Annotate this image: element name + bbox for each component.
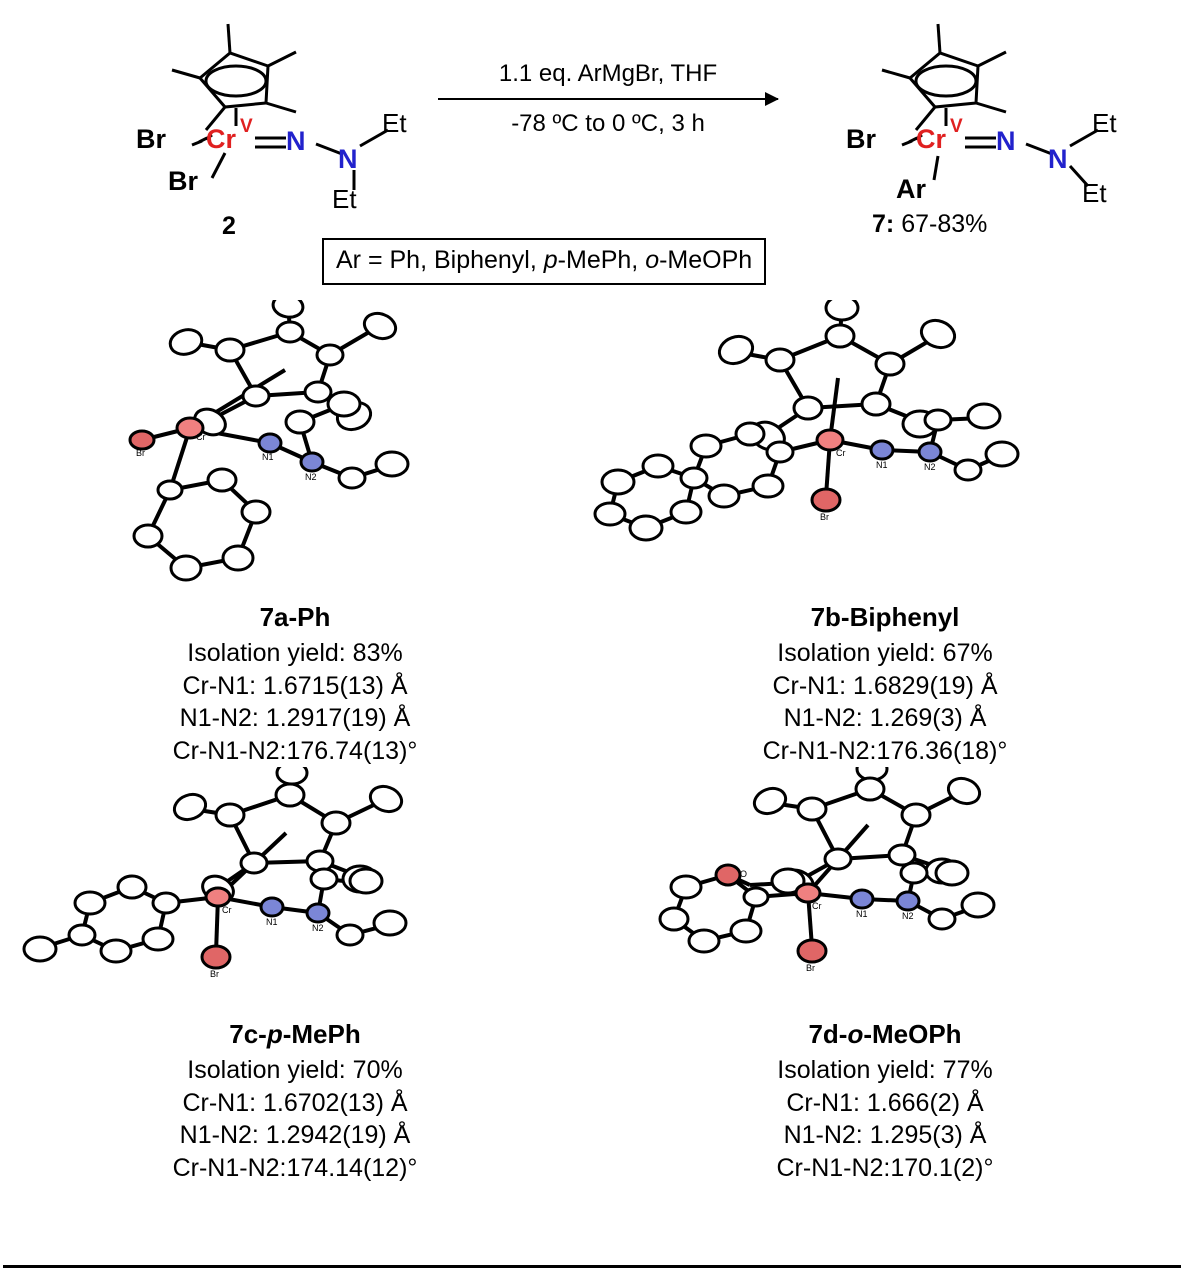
crystal-structure-panels <box>0 300 1181 1184</box>
panel-7c-n1n2: N1-N2: 1.2942(19) Å <box>179 1121 411 1149</box>
atom-label-n2-7d: N2 <box>902 911 914 921</box>
panel-7c-angle: Cr-N1-N2:174.14(12)° <box>172 1153 418 1182</box>
panel-title-7c-suffix: -MePh <box>282 1019 361 1049</box>
atom-label-cr-7c: Cr <box>222 905 232 915</box>
atom-label-br-7a: Br <box>136 448 145 458</box>
panel-7a-crn1: Cr-N1: 1.6715(13) Å <box>182 671 408 700</box>
atom-label-n2-7b: N2 <box>924 462 936 472</box>
panel-row-top <box>0 300 1181 767</box>
aryl-italic-p: p <box>543 246 558 274</box>
panel-row-bottom <box>0 767 1181 1184</box>
atom-label-n1-7c: N1 <box>266 917 278 927</box>
structure-reactant <box>120 8 420 228</box>
panel-title-7c <box>0 1019 590 1050</box>
panel-title-7a <box>0 602 590 633</box>
ortep-diagram-7b <box>590 300 1180 600</box>
structure-reactant-drawing <box>120 8 420 228</box>
panel-7c-yield: Isolation yield: 70% <box>187 1056 403 1084</box>
panel-title-7d-suffix: -MeOPh <box>863 1019 962 1049</box>
panel-title-7c-italic: p <box>266 1019 283 1049</box>
bromide-label-reactant-2: Br <box>168 166 199 196</box>
aryl-definition-suffix: -MeOPh <box>659 246 753 274</box>
panel-7c-crn1: Cr-N1: 1.6702(13) Å <box>182 1088 408 1117</box>
metal-oxidation-reactant: V <box>240 116 253 137</box>
panel-7c <box>0 767 590 1184</box>
nitrogen-2-label-reactant: N <box>338 144 358 174</box>
nitrogen-2-label-product: N <box>1048 144 1068 174</box>
atom-label-n1-7d: N1 <box>856 909 868 919</box>
atom-label-cr-7b: Cr <box>836 448 846 458</box>
reaction-arrow-block <box>432 60 784 138</box>
panel-title-7c-prefix: 7c- <box>229 1019 267 1049</box>
panel-7d-yield: Isolation yield: 77% <box>777 1056 993 1084</box>
structure-product <box>830 8 1130 228</box>
panel-7d-crn1: Cr-N1: 1.666(2) Å <box>786 1088 984 1117</box>
panel-title-7b <box>590 602 1180 633</box>
atom-label-o-7d: O <box>740 869 748 879</box>
panel-data-7a <box>0 637 590 767</box>
bromide-label-product: Br <box>846 124 877 154</box>
panel-7b-crn1: Cr-N1: 1.6829(19) Å <box>772 671 998 700</box>
panel-title-7a-prefix: 7a- <box>259 602 298 632</box>
left-edge-margin <box>0 0 3 1268</box>
ethyl-label-product-bottom: Et <box>1082 178 1107 208</box>
ethyl-label-product-top: Et <box>1092 108 1117 138</box>
panel-title-7d-prefix: 7d- <box>808 1019 848 1049</box>
reaction-conditions-top: 1.1 eq. ArMgBr, THF <box>498 60 718 87</box>
aryl-label-product: Ar <box>896 174 927 204</box>
panel-7a <box>0 300 590 767</box>
ortep-diagram-7c <box>0 767 590 1017</box>
reaction-scheme <box>0 0 1181 300</box>
atom-label-br-7b: Br <box>820 512 829 522</box>
aryl-definition-mid: -MePh, <box>557 246 646 274</box>
atom-label-br-7d: Br <box>806 963 815 973</box>
reactant-number-label: 2 <box>222 212 236 240</box>
ethyl-label-reactant-top: Et <box>382 108 407 138</box>
ethyl-label-reactant-bottom: Et <box>332 184 357 214</box>
ortep-diagram-7a <box>0 300 590 600</box>
ortep-drawing-7c <box>0 767 590 1017</box>
panel-7b-angle: Cr-N1-N2:176.36(18)° <box>762 736 1008 765</box>
panel-title-7d <box>590 1019 1180 1050</box>
product-number-text: 7: <box>872 210 895 238</box>
metal-label-product: Cr <box>916 124 947 154</box>
panel-data-7c <box>0 1054 590 1184</box>
atom-label-cr-7a: Cr <box>196 432 206 442</box>
panel-data-7d <box>590 1054 1180 1184</box>
ortep-drawing-7d <box>590 767 1180 1017</box>
panel-7b <box>590 300 1180 767</box>
panel-7d-angle: Cr-N1-N2:170.1(2)° <box>776 1153 994 1182</box>
nitrogen-1-label-product: N <box>996 126 1016 156</box>
reaction-conditions-bottom: -78 ºC to 0 ºC, 3 h <box>511 110 705 137</box>
aryl-definition-box <box>322 238 766 285</box>
aryl-definition-prefix: Ar = Ph, Biphenyl, <box>336 246 544 274</box>
product-number-label <box>872 210 987 239</box>
panel-title-7d-italic: o <box>847 1019 864 1049</box>
ortep-drawing-7a <box>0 300 590 600</box>
reaction-arrow-icon <box>438 98 778 100</box>
aryl-italic-o: o <box>645 246 660 274</box>
metal-label-reactant: Cr <box>206 124 237 154</box>
atom-label-cr-7d: Cr <box>812 901 822 911</box>
panel-7a-n1n2: N1-N2: 1.2917(19) Å <box>179 704 411 732</box>
panel-7a-angle: Cr-N1-N2:176.74(13)° <box>172 736 418 765</box>
panel-7d <box>590 767 1180 1184</box>
atom-label-n2-7a: N2 <box>305 472 317 482</box>
panel-7b-n1n2: N1-N2: 1.269(3) Å <box>783 704 987 732</box>
atom-label-br-7c: Br <box>210 969 219 979</box>
panel-7b-yield: Isolation yield: 67% <box>777 639 993 667</box>
atom-label-n1-7b: N1 <box>876 460 888 470</box>
panel-title-7a-suffix: Ph <box>297 602 331 632</box>
ortep-drawing-7b <box>590 300 1180 600</box>
nitrogen-1-label-reactant: N <box>286 126 306 156</box>
atom-label-n2-7c: N2 <box>312 923 324 933</box>
panel-7a-yield: Isolation yield: 83% <box>187 639 403 667</box>
product-yield-text: 67-83% <box>901 210 988 238</box>
panel-7d-n1n2: N1-N2: 1.295(3) Å <box>783 1121 987 1149</box>
ortep-diagram-7d <box>590 767 1180 1017</box>
metal-oxidation-product: V <box>950 116 963 137</box>
panel-title-7b-suffix: Biphenyl <box>849 602 960 632</box>
atom-label-n1-7a: N1 <box>262 452 274 462</box>
panel-title-7b-prefix: 7b- <box>810 602 850 632</box>
bromide-label-reactant-1: Br <box>136 124 167 154</box>
panel-data-7b <box>590 637 1180 767</box>
